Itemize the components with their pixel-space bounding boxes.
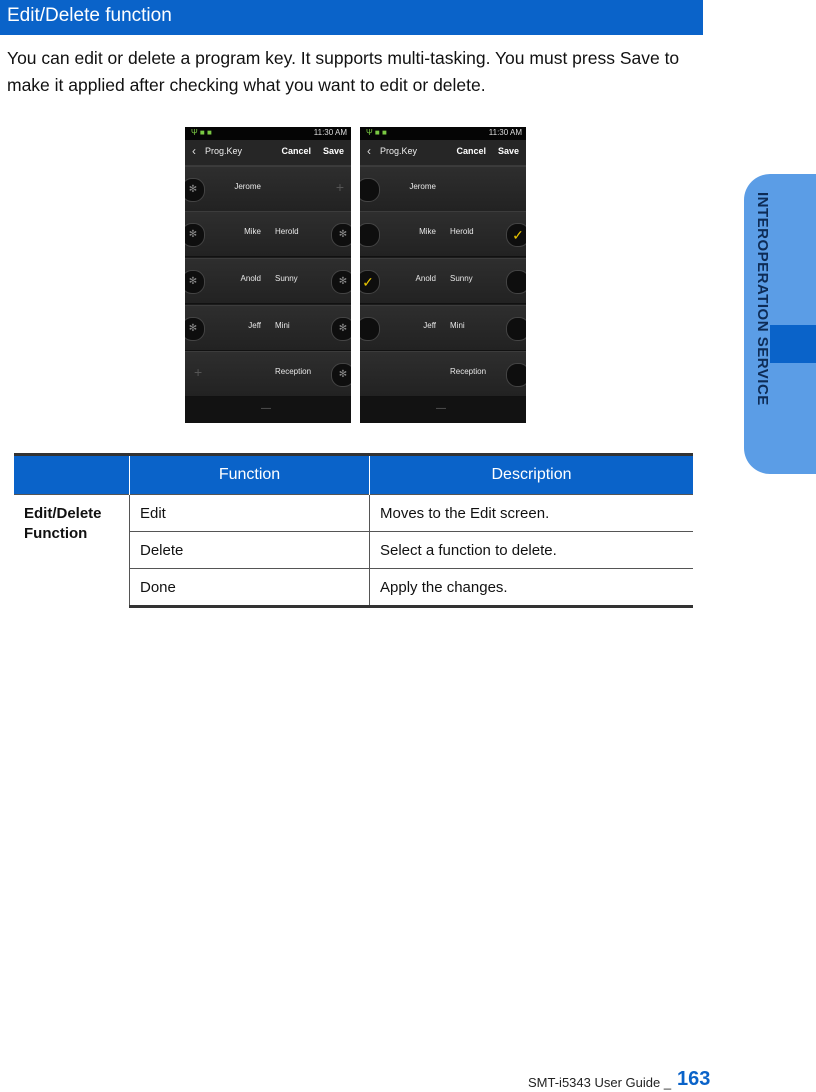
prog-key-row <box>360 258 526 304</box>
prog-key-label[interactable]: Anold <box>240 274 261 283</box>
prog-key-label[interactable]: Mike <box>244 227 261 236</box>
settings-knob-icon[interactable]: ✻ <box>331 223 351 247</box>
table-header-function: Function <box>130 455 370 495</box>
back-arrow-icon[interactable]: ‹ <box>367 144 371 158</box>
prog-key-label[interactable]: Mike <box>419 227 436 236</box>
status-icons: Ψ ■ ■ <box>191 128 212 137</box>
prog-key-label[interactable]: Jerome <box>409 182 436 191</box>
settings-knob-icon[interactable]: ✻ <box>185 317 205 341</box>
section-title: Edit/Delete function <box>7 5 172 26</box>
table-row <box>14 495 693 532</box>
bottom-bar <box>185 397 351 423</box>
prog-key-row <box>360 305 526 351</box>
prog-key-row <box>360 351 526 397</box>
function-table <box>14 453 693 608</box>
function-cell: Done <box>130 569 370 607</box>
prog-key-label[interactable]: Anold <box>415 274 436 283</box>
section-header-bar <box>0 0 703 35</box>
group-label-line: Function <box>24 525 88 542</box>
prog-key-row <box>185 166 351 212</box>
description-cell: Apply the changes. <box>370 569 694 607</box>
screen-title: Prog.Key <box>380 146 418 156</box>
title-bar <box>360 140 526 166</box>
footer-guide-name: SMT-i5343 User Guide _ <box>528 1075 672 1090</box>
menu-indicator-icon: — <box>261 403 271 414</box>
function-cell: Delete <box>130 532 370 569</box>
prog-key-row <box>185 258 351 304</box>
prog-key-label[interactable]: Reception <box>275 367 312 376</box>
cancel-button[interactable]: Cancel <box>456 146 486 156</box>
settings-knob-icon[interactable]: ✻ <box>185 178 205 202</box>
prog-key-label[interactable]: Sunny <box>275 274 298 283</box>
plus-icon[interactable]: + <box>194 364 203 380</box>
cancel-button[interactable]: Cancel <box>281 146 311 156</box>
prog-key-row <box>360 166 526 212</box>
chapter-tab-highlight <box>770 325 816 363</box>
prog-key-row <box>360 211 526 257</box>
table-header-blank <box>14 455 130 495</box>
save-button[interactable]: Save <box>497 146 519 156</box>
group-label <box>14 495 130 607</box>
title-bar <box>185 140 351 166</box>
prog-key-label[interactable]: Reception <box>450 367 487 376</box>
status-time: 11:30 AM <box>313 128 347 137</box>
prog-key-label[interactable]: Herold <box>450 227 474 236</box>
prog-key-label[interactable]: Herold <box>275 227 299 236</box>
unchecked-box-icon[interactable] <box>506 317 526 341</box>
screen-title: Prog.Key <box>205 146 243 156</box>
unchecked-box-icon[interactable] <box>506 363 526 387</box>
status-icons: Ψ ■ ■ <box>366 128 387 137</box>
function-cell: Edit <box>130 495 370 532</box>
intro-paragraph: You can edit or delete a program key. It supports multi-tasking. You must press Save to make it applied after checking what you want to edit or delete. <box>7 48 680 95</box>
menu-indicator-icon: — <box>436 403 446 414</box>
settings-knob-icon[interactable]: ✻ <box>331 363 351 387</box>
prog-key-row <box>185 211 351 257</box>
bottom-bar <box>360 397 526 423</box>
settings-knob-icon[interactable]: ✻ <box>331 317 351 341</box>
prog-key-label[interactable]: Sunny <box>450 274 473 283</box>
status-bar <box>185 127 351 140</box>
description-cell: Select a function to delete. <box>370 532 694 569</box>
back-arrow-icon[interactable]: ‹ <box>192 144 196 158</box>
check-icon[interactable]: ✓ <box>360 270 380 294</box>
prog-key-label[interactable]: Jeff <box>248 321 261 330</box>
status-time: 11:30 AM <box>488 128 522 137</box>
save-button[interactable]: Save <box>322 146 344 156</box>
unchecked-box-icon[interactable] <box>360 317 380 341</box>
settings-knob-icon[interactable]: ✻ <box>185 223 205 247</box>
prog-key-label[interactable]: Jerome <box>234 182 261 191</box>
prog-key-label[interactable]: Jeff <box>423 321 436 330</box>
unchecked-box-icon[interactable] <box>360 178 380 202</box>
plus-icon[interactable]: + <box>335 179 344 195</box>
status-bar <box>360 127 526 140</box>
page-number: 163 <box>677 1068 711 1090</box>
chapter-tab-label: INTEROPERATION SERVICE <box>754 192 771 406</box>
phone-screenshot-delete <box>360 127 526 423</box>
prog-key-row <box>185 305 351 351</box>
settings-knob-icon[interactable]: ✻ <box>185 270 205 294</box>
settings-knob-icon[interactable]: ✻ <box>331 270 351 294</box>
unchecked-box-icon[interactable] <box>506 270 526 294</box>
table-header-row <box>14 455 693 495</box>
phone-screenshot-edit <box>185 127 351 423</box>
unchecked-box-icon[interactable] <box>360 223 380 247</box>
group-label-line: Edit/Delete <box>24 505 102 522</box>
check-icon[interactable]: ✓ <box>506 223 526 247</box>
prog-key-label[interactable]: Mini <box>275 321 290 330</box>
description-cell: Moves to the Edit screen. <box>370 495 694 532</box>
prog-key-row <box>185 351 351 397</box>
prog-key-label[interactable]: Mini <box>450 321 465 330</box>
table-header-description: Description <box>370 455 694 495</box>
